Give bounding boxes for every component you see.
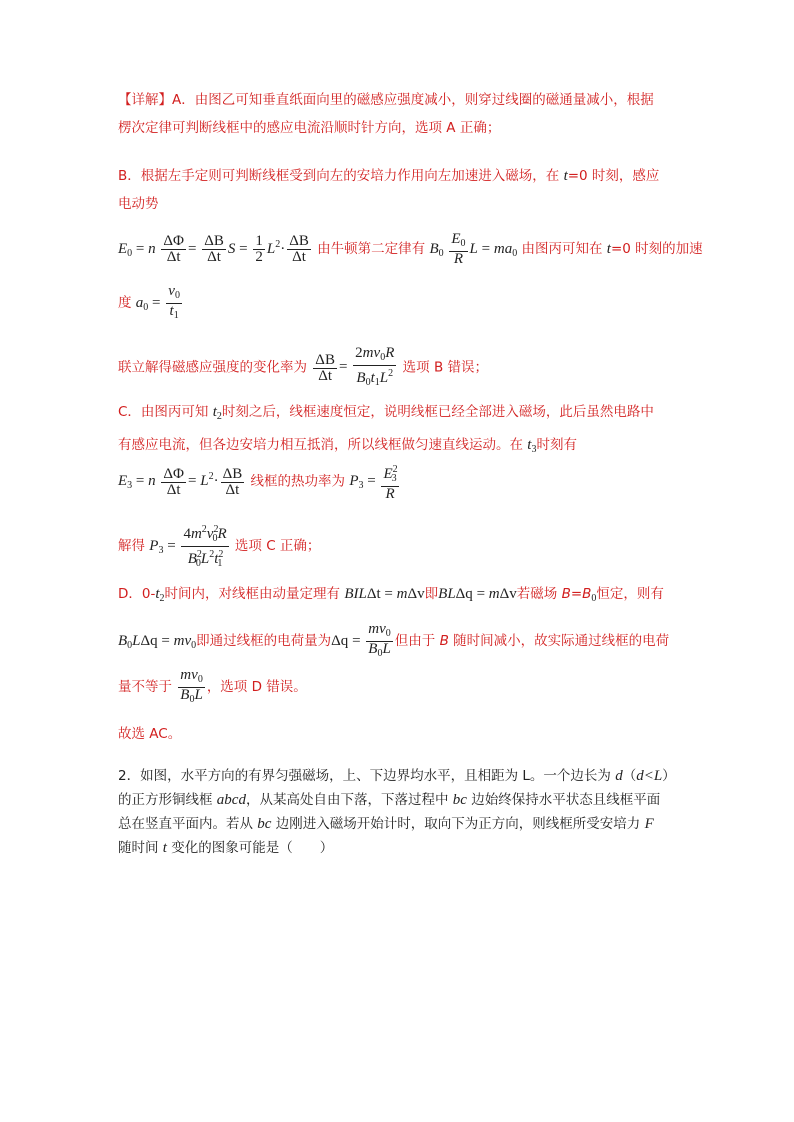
accel-row bbox=[118, 284, 698, 323]
newton-text: 由牛顿第二定律有 bbox=[317, 240, 426, 257]
paragraph-d: D．$0-t_2$时间内，对线框由动量定理有 BILΔt = mΔv即BLΔq = mΔv若磁场 $B=B_0$恒定，则有 bbox=[118, 586, 664, 604]
t-var: t bbox=[563, 168, 568, 184]
pc-line2a: 有感应电流，但各边安培力相互抵消，所以线框做匀速直线运动。在 bbox=[118, 437, 528, 453]
accel-label: 度 bbox=[118, 294, 132, 311]
accel-text: =0 时刻的加速 bbox=[610, 240, 703, 257]
math-b0lq: $B_0L\Delta q = mv_0$ bbox=[118, 632, 197, 651]
q2-line3a: 总在竖直平面内。若从 bbox=[118, 816, 258, 832]
math-blq: BLΔq = mΔv bbox=[438, 586, 517, 602]
q2-line4a: 随时间 bbox=[118, 840, 163, 856]
paragraph-c: C．由图丙可知 $t_2$时刻之后，线框速度恒定，说明线框已经全部进入磁场，此后虽然电路中 有感应电流，但各边安培力相互抵消，所以线框做匀速直线运动。在 $t_3$时刻有 bbox=[118, 404, 654, 455]
pd-line2b: 但由于 bbox=[394, 632, 440, 649]
pd-line1d: 若磁场 bbox=[516, 586, 562, 602]
pd-line2a: 即通过线框的电荷量为 bbox=[196, 632, 332, 649]
q2-line2a: 的正方形铜线框 bbox=[118, 792, 217, 808]
pb2-text2: 选项 B 错误； bbox=[402, 359, 489, 376]
pb-line1b: =0 时刻，感应 bbox=[567, 168, 660, 184]
q2-line2b: ，从某高处自由下落，下落过程中 bbox=[245, 792, 453, 808]
question-2: 2．如图，水平方向的有界匀强磁场，上、下边界均水平，且相距为 L。一个边长为 d（d<L） 的正方形铜线框 abcd，从某高处自由下落，下落过程中 bc 边始终保持水平状态且线框平面 总在竖直平面内。若从 bc 边刚进入磁场开始计时，取向下为正方向，则线框所受安培力 F 随时间 t 变化的图象可能是（ ） bbox=[118, 768, 676, 856]
math-e0: $E_0 = n$ $\frac{\Delta\Phi}{\Delta t}$ = $\frac{\Delta B}{\Delta t}$ S = $\frac{1}{2}$ $L^2\cdot$ $\frac{\Delta B}{\Delta t}$ bbox=[118, 233, 309, 265]
pa-line1: A．由图乙可知垂直纸面向里的磁感应强度减小，则穿过线圈的磁通量减小，根据 bbox=[172, 92, 654, 108]
pc-line1a: C．由图丙可知 bbox=[118, 404, 213, 420]
pd-line1f: 恒定，则有 bbox=[596, 586, 664, 602]
pc2-text1: 解得 bbox=[118, 537, 145, 554]
q2-line2c: 边始终保持水平状态且线框平面 bbox=[466, 792, 661, 808]
pd-line1b: 时间内，对线框由动量定理有 bbox=[164, 586, 341, 602]
paragraph-d-line2: $B_0L\Delta q = mv_0$即通过线框的电荷量为Δq = $\frac{mv_0}{B_0L}$ 但由于 B 随时间减小，故实际通过线框的电荷 bbox=[118, 621, 670, 659]
pa-line2: 楞次定律可判断线框中的感应电流沿顺时针方向，选项 A 正确； bbox=[118, 120, 501, 136]
pd-line2c: 随时间减小，故实际通过线框的电荷 bbox=[448, 632, 670, 649]
pc-line1b: 时刻之后，线框速度恒定，说明线框已经全部进入磁场，此后虽然电路中 bbox=[221, 404, 654, 420]
paragraph-c-result bbox=[118, 522, 698, 571]
detail-label: 【详解】 bbox=[118, 92, 172, 108]
paragraph-a bbox=[118, 88, 698, 140]
heat-power-text: 线框的热功率为 bbox=[250, 473, 346, 490]
pd-line3a: 量不等于 bbox=[118, 678, 172, 695]
pd-line1a: D．0- bbox=[118, 586, 156, 602]
equation-e0-row: $E_0 = n$ $\frac{\Delta\Phi}{\Delta t}$ = $\frac{\Delta B}{\Delta t}$ S = $\frac{1}{2}$ $L^2\cdot$ $\frac{\Delta B}{\Delta t}$ 由牛顿第二定律有 $B_0$ $\frac{E_0}{R}$ $L = ma_0$ 由图丙可知在 t=0 时刻的加速 bbox=[118, 231, 703, 267]
pd-line3b: ，选项 D 错误。 bbox=[206, 678, 307, 695]
math-momentum: BILΔt = mΔv bbox=[344, 586, 425, 602]
equation-e3-row bbox=[118, 462, 698, 502]
pb-line1a: B．根据左手定则可判断线框受到向左的安培力作用向左加速进入磁场，在 bbox=[118, 168, 564, 184]
answer: 故选 AC。 bbox=[118, 726, 182, 742]
q2-line4b: 变化的图象可能是（ ） bbox=[166, 840, 334, 856]
q2-line1: 2．如图，水平方向的有界匀强磁场，上、下边界均水平，且相距为 L。一个边长为 bbox=[118, 768, 616, 784]
math-p3-result: $P_3$ = $\frac{4m^2v^2_0R}{B^2_0L^2t^2_1}$ bbox=[149, 524, 227, 569]
pc-line2b: 时刻有 bbox=[536, 437, 577, 453]
pd-line1c: 即 bbox=[424, 586, 439, 602]
pb-line2: 电动势 bbox=[118, 196, 159, 212]
math-e3: $E_3 = n$ $\frac{\Delta\Phi}{\Delta t}$ = $L^2\cdot$ $\frac{\Delta B}{\Delta t}$ bbox=[118, 465, 243, 498]
math-rate: $\frac{\Delta B}{\Delta t}$ = $\frac{2mv_0R}{B_0t_1L^2}$ bbox=[315, 345, 395, 388]
paragraph-d-line3 bbox=[118, 668, 698, 707]
pb2-text1: 联立解得磁感应强度的变化率为 bbox=[118, 359, 307, 376]
paragraph-b-result bbox=[118, 346, 698, 390]
pc2-text2: 选项 C 正确； bbox=[234, 537, 321, 554]
paragraph-b bbox=[118, 164, 698, 216]
math-dq: Δq = $\frac{mv_0}{B_0L}$ bbox=[331, 621, 391, 659]
math-notequal: $\frac{mv_0}{B_0L}$ bbox=[180, 667, 203, 705]
graph-c-text: 由图丙可知在 bbox=[521, 240, 607, 257]
math-p3: $P_3$ = $\frac{E^2_3}{R}$ bbox=[349, 464, 398, 502]
math-a0: $a_0$ = $\frac{v_0}{t_1}$ bbox=[135, 283, 180, 321]
math-newton: $B_0$ $\frac{E_0}{R}$ $L = ma_0$ bbox=[429, 231, 518, 267]
q2-line3b: 边刚进入磁场开始计时，取向下为正方向，则线框所受安培力 bbox=[271, 816, 645, 832]
